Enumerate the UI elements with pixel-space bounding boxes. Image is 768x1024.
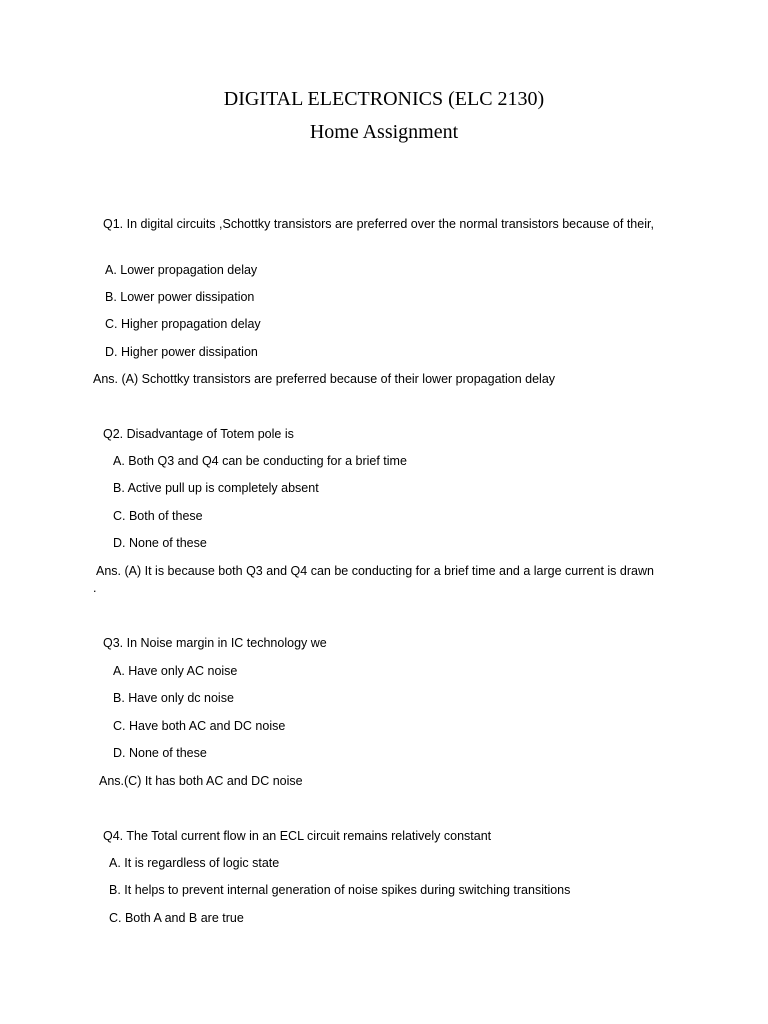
q4-option-c: C. Both A and B are true xyxy=(109,911,244,925)
q3-answer: Ans.(C) It has both AC and DC noise xyxy=(99,774,303,788)
q3-option-b: B. Have only dc noise xyxy=(113,691,234,705)
q2-option-c: C. Both of these xyxy=(113,509,203,523)
q1-option-a: A. Lower propagation delay xyxy=(105,263,258,277)
question-4: Q4. The Total current flow in an ECL circuit remains relatively constant xyxy=(103,829,492,843)
q2-option-a: A. Both Q3 and Q4 can be conducting for a brief time xyxy=(113,454,407,468)
q3-option-c: C. Have both AC and DC noise xyxy=(113,719,286,733)
q1-option-d: D. Higher power dissipation xyxy=(105,345,258,359)
document-subtitle: Home Assignment xyxy=(309,121,459,143)
question-3: Q3. In Noise margin in IC technology we xyxy=(103,636,327,650)
q1-option-b: B. Lower power dissipation xyxy=(105,290,255,304)
question-1: Q1. In digital circuits ,Schottky transistors are preferred over the normal transistors because of their, xyxy=(103,217,654,231)
q2-option-b: B. Active pull up is completely absent xyxy=(113,481,319,495)
document-title: DIGITAL ELECTRONICS (ELC 2130) xyxy=(223,88,545,110)
q3-option-a: A. Have only AC noise xyxy=(113,664,238,678)
question-2: Q2. Disadvantage of Totem pole is xyxy=(103,427,294,441)
q4-option-a: A. It is regardless of logic state xyxy=(109,856,280,870)
q1-answer: Ans. (A) Schottky transistors are preferred because of their lower propagation delay xyxy=(93,372,556,386)
q4-option-b: B. It helps to prevent internal generation of noise spikes during switching transitions xyxy=(109,883,571,897)
q1-option-c: C. Higher propagation delay xyxy=(105,317,261,331)
q3-option-d: D. None of these xyxy=(113,746,207,760)
q2-option-d: D. None of these xyxy=(113,536,207,550)
q2-answer-tail: . xyxy=(93,581,97,595)
q2-answer: Ans. (A) It is because both Q3 and Q4 can be conducting for a brief time and a large current is drawn xyxy=(96,564,654,578)
